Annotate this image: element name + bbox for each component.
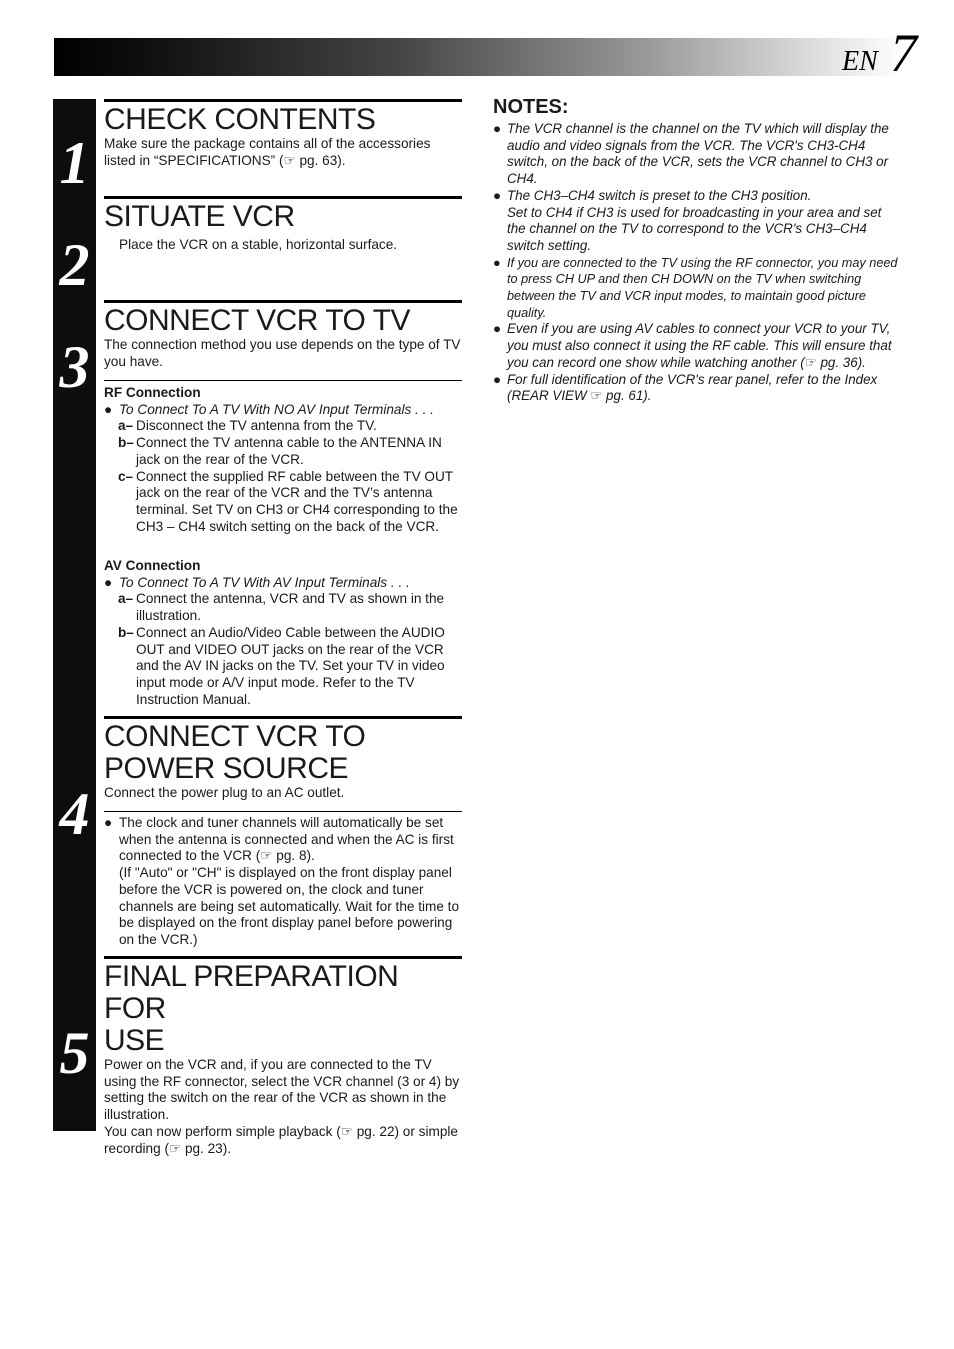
section-body-2: You can now perform simple playback (☞ pg. 22) or simple recording (☞ pg. 23). [104,1123,458,1156]
note-item [493,255,903,322]
note-text: For full identification of the VCR's rear panel, refer to the Index (REAR VIEW ☞ pg. 61). [507,371,878,404]
section-title-line: POWER SOURCE [104,752,349,785]
list-item [104,435,462,468]
section-body: Place the VCR on a stable, horizontal surface. [119,237,398,252]
section-check-contents [104,99,462,169]
item-marker: b– [118,435,134,451]
av-bullet [104,575,462,592]
bullet-icon: ● [493,187,502,203]
divider [104,811,462,812]
divider [104,380,462,381]
section-title [104,959,462,1057]
bullet-icon: ● [104,574,113,590]
section-title-line: CONNECT VCR TO [104,720,366,753]
page-number: 7 [890,23,917,83]
bullet-icon: ● [104,401,113,417]
section-title: SITUATE VCR [104,200,295,233]
note-text: The VCR channel is the channel on the TV which will display the audio and video signals from the VCR. The VCR's CH3-CH4 switch, on the back of the VCR, sets the VCR channel to CH3 or CH4. [507,121,889,187]
item-text: Connect the TV antenna cable to the ANTENNA IN jack on the rear of the VCR. [136,435,442,467]
step-number-5: 5 [59,1020,90,1086]
section-title-line: FINAL PREPARATION FOR [104,960,399,1025]
note-item [493,372,903,405]
bullet-icon: ● [493,121,502,136]
step-number-1: 1 [59,130,90,196]
item-text: Disconnect the TV antenna from the TV. [136,418,377,434]
section-body: Connect the power plug to an AC outlet. [104,785,345,800]
power-note-block [104,815,462,949]
item-text: Connect the supplied RF cable between the TV OUT jack on the rear of the VCR and the TV’s antenna terminal. Set TV on CH3 or CH4 corresponding to the CH3 – CH4 switch setting on the back of the VCR. [136,468,458,534]
section-title [104,719,462,785]
notes-panel [493,95,903,405]
notes-title: NOTES: [493,96,569,118]
rf-heading: RF Connection [104,385,201,400]
note-item [493,321,903,371]
section-situate-vcr [104,196,462,254]
list-item [104,469,462,536]
section-title: CHECK CONTENTS [104,103,376,136]
item-marker: b– [118,624,134,640]
item-marker: c– [118,468,134,484]
bullet-icon: ● [104,815,113,830]
list-item [104,418,462,435]
bullet-icon: ● [493,321,502,337]
note-text: Even if you are using AV cables to connect your VCR to your TV, you must also connect it using the RF cable. This will ensure that you can record one show while watching another (☞ pg. 36). [507,321,892,370]
section-body: Make sure the package contains all of the accessories listed in “SPECIFICATIONS” (☞ pg. 63). [104,136,431,168]
av-heading: AV Connection [104,558,201,573]
av-connection-block [104,558,462,708]
bullet-icon: ● [493,255,501,270]
header-bar [54,38,904,76]
rf-connection-block [104,385,462,535]
note-item [493,121,903,188]
note-text: If you are connected to the TV using the RF connector, you may need to press CH UP and then CH DOWN on the TV when switching between the TV and VCR input modes, to maintain good picture quality. [507,255,898,320]
list-item [104,625,462,709]
note-text: The CH3–CH4 switch is preset to the CH3 position. [507,187,812,203]
rf-bullet-text: To Connect To A TV With NO AV Input Terminals . . . [119,401,434,417]
section-body: The connection method you use depends on the type of TV you have. [104,337,461,369]
rf-bullet [104,402,462,419]
note-item-cont: Set to CH4 if CH3 is used for broadcasting in your area and set the channel on the TV to correspond to the VCR's CH3–CH4 switch setting. [507,204,882,253]
note-item [493,188,903,205]
step-number-3: 3 [59,334,90,400]
bullet-icon: ● [493,371,502,387]
list-item [104,591,462,624]
language-code: EN [842,46,878,77]
section-body: Power on the VCR and, if you are connected to the TV using the RF connector, select the VCR channel (3 or 4) by setting the switch on the rear of the VCR as shown in the illustration. [104,1057,460,1123]
av-bullet-text: To Connect To A TV With AV Input Terminals . . . [119,574,410,590]
item-marker: a– [118,418,134,434]
item-text: Connect the antenna, VCR and TV as shown in the illustration. [136,591,445,624]
power-bullet [104,815,462,865]
section-connect-vcr-to-tv [104,300,462,370]
step-number-2: 2 [59,232,90,298]
item-marker: a– [118,591,134,607]
section-final-preparation [104,956,462,1157]
item-text: Connect an Audio/Video Cable between the AUDIO OUT and VIDEO OUT jacks on the rear of the VCR and the AV IN jacks on the TV. Set your TV in video input mode or A/V input mode. Refer to the TV Instruction Manual. [136,624,445,707]
step-number-4: 4 [59,781,90,847]
section-title: CONNECT VCR TO TV [104,304,411,337]
section-title-line: USE [104,1024,165,1057]
power-bullet-text: The clock and tuner channels will automatically be set when the antenna is connected and when the AC is first connected to the VCR (☞ pg. 8). [119,815,454,864]
power-bullet-cont: (If "Auto" or "CH" is displayed on the front display panel before the VCR is powered on, the clock and tuner channels are being set automatically. Wait for the time to be displayed on the front display panel before powering on the VCR.) [119,865,460,947]
section-connect-power-source [104,716,462,802]
